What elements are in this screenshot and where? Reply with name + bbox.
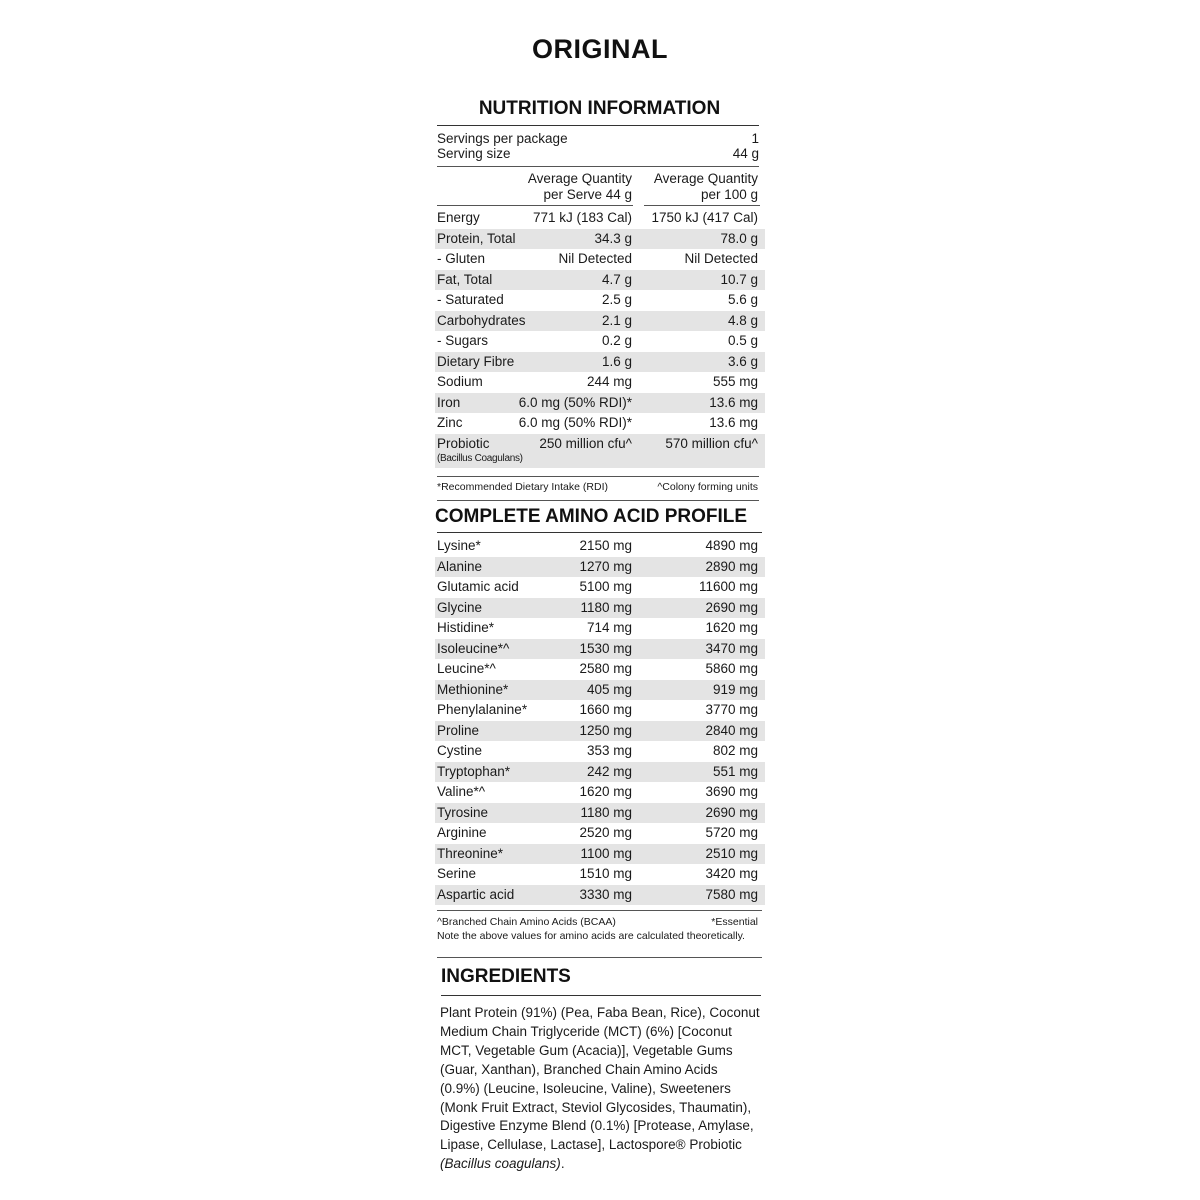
notes-rule bbox=[437, 500, 759, 501]
row-value-per-100g: 919 mg bbox=[712, 681, 758, 697]
table-row bbox=[435, 270, 765, 290]
amino-heading: COMPLETE AMINO ACID PROFILE bbox=[435, 506, 748, 527]
row-value-per-100g: 11600 mg bbox=[698, 579, 758, 594]
row-label: Fat, Total bbox=[437, 271, 493, 287]
row-value-per-serve: 2.5 g bbox=[601, 292, 632, 307]
row-value-per-serve: 1620 mg bbox=[579, 784, 632, 799]
row-value-per-serve: 1660 mg bbox=[579, 702, 632, 717]
amino-heading-rule bbox=[437, 532, 762, 533]
table-row bbox=[435, 762, 765, 782]
row-value-per-serve: 244 mg bbox=[586, 374, 632, 389]
row-value-per-serve: 1510 mg bbox=[579, 866, 632, 881]
row-value-per-serve: 1270 mg bbox=[579, 558, 632, 574]
row-label: Leucine*^ bbox=[437, 661, 496, 676]
table-row bbox=[435, 659, 765, 679]
row-value-per-100g: 802 mg bbox=[712, 743, 758, 758]
column-header-per-100g-line1: Average Quantity bbox=[653, 171, 758, 186]
row-value-per-100g: 1750 kJ (417 Cal) bbox=[651, 210, 758, 225]
ingredients-text bbox=[440, 1004, 770, 1174]
ingredients-heading-rule bbox=[441, 995, 761, 996]
row-value-per-serve: 0.2 g bbox=[601, 333, 632, 348]
table-row bbox=[435, 352, 765, 372]
row-value-per-100g: 10.7 g bbox=[720, 271, 758, 287]
row-value-per-serve: 6.0 mg (50% RDI)* bbox=[518, 415, 632, 430]
table-row bbox=[435, 864, 765, 884]
table-row bbox=[435, 413, 765, 433]
ingredients-line: Medium Chain Triglyceride (MCT) (6%) [Coconut bbox=[440, 1023, 732, 1039]
row-label: Glycine bbox=[437, 599, 483, 615]
row-value-per-serve: 353 mg bbox=[586, 743, 632, 758]
row-value-per-100g: 2690 mg bbox=[705, 599, 758, 615]
servings-row bbox=[437, 131, 759, 146]
row-value-per-100g: 5860 mg bbox=[705, 661, 758, 676]
column-header-per-serve-line1: Average Quantity bbox=[527, 171, 632, 186]
servings-rule bbox=[437, 166, 759, 167]
table-row bbox=[435, 229, 765, 249]
row-value-per-serve: 1530 mg bbox=[579, 640, 632, 656]
nutrition-bottom-rule bbox=[437, 476, 759, 477]
table-row bbox=[435, 290, 765, 310]
row-label: Alanine bbox=[437, 558, 483, 574]
row-value-per-serve: 34.3 g bbox=[594, 230, 632, 246]
ingredients-line: (Monk Fruit Extract, Steviol Glycosides, Thaumatin), bbox=[440, 1099, 752, 1115]
row-value-per-100g: 5.6 g bbox=[727, 292, 758, 307]
row-label: Protein, Total bbox=[437, 230, 516, 246]
ingredients-end: . bbox=[560, 1156, 565, 1172]
table-row bbox=[435, 372, 765, 392]
row-label: Valine*^ bbox=[437, 784, 486, 799]
row-value-per-serve: 1250 mg bbox=[579, 722, 632, 738]
nutrition-heading-rule bbox=[437, 125, 759, 126]
row-value-per-serve: Nil Detected bbox=[558, 251, 632, 266]
row-value-per-100g: 1620 mg bbox=[705, 620, 758, 635]
ingredients-line: (Guar, Xanthan), Branched Chain Amino Acids bbox=[440, 1061, 718, 1077]
column-header-per-100g-line2: per 100 g bbox=[700, 187, 758, 202]
row-value-per-100g: 2890 mg bbox=[705, 558, 758, 574]
row-label: - Gluten bbox=[437, 251, 486, 266]
table-row bbox=[435, 311, 765, 331]
table-row bbox=[435, 331, 765, 351]
ingredients-line: MCT, Vegetable Gum (Acacia)], Vegetable Gums bbox=[440, 1042, 733, 1058]
row-label: Glutamic acid bbox=[437, 579, 519, 594]
row-label: Energy bbox=[437, 210, 480, 225]
row-value-per-100g: 0.5 g bbox=[727, 333, 758, 348]
row-label: Cystine bbox=[437, 743, 483, 758]
row-label: Methionine* bbox=[437, 681, 509, 697]
row-label: Aspartic acid bbox=[437, 886, 515, 902]
row-label: Serine bbox=[437, 866, 477, 881]
table-row bbox=[435, 639, 765, 659]
row-label: Carbohydrates bbox=[437, 312, 526, 328]
row-value-per-serve: 1180 mg bbox=[580, 804, 632, 820]
row-label: Probiotic bbox=[437, 435, 490, 451]
row-label: - Sugars bbox=[437, 333, 489, 348]
rdi-note: *Recommended Dietary Intake (RDI) bbox=[437, 481, 608, 493]
row-label: Isoleucine*^ bbox=[437, 640, 510, 656]
row-value-per-serve: 2.1 g bbox=[601, 312, 632, 328]
table-row bbox=[435, 598, 765, 618]
row-value-per-serve: 1100 mg bbox=[580, 845, 632, 861]
amino-notes-rule bbox=[437, 957, 762, 958]
row-label: - Saturated bbox=[437, 292, 504, 307]
row-label: Proline bbox=[437, 722, 480, 738]
table-row bbox=[435, 885, 765, 905]
row-label: Arginine bbox=[437, 825, 487, 840]
row-value-per-serve: 4.7 g bbox=[601, 271, 632, 287]
row-value-per-100g: 570 million cfu^ bbox=[665, 435, 758, 451]
row-value-per-serve: 2520 mg bbox=[579, 825, 632, 840]
row-label: Tyrosine bbox=[437, 804, 489, 820]
row-value-per-100g: Nil Detected bbox=[684, 251, 758, 266]
row-value-per-serve: 2580 mg bbox=[579, 661, 632, 676]
row-label: Phenylalanine* bbox=[437, 702, 528, 717]
table-row bbox=[435, 393, 765, 413]
ingredients-italic: (Bacillus coagulans) bbox=[440, 1156, 561, 1172]
ingredients-line: (0.9%) (Leucine, Isoleucine, Valine), Sweeteners bbox=[440, 1080, 731, 1096]
table-row bbox=[435, 721, 765, 741]
row-value-per-serve: 250 million cfu^ bbox=[539, 435, 632, 451]
row-value-per-serve: 405 mg bbox=[586, 681, 632, 697]
row-value-per-serve: 771 kJ (183 Cal) bbox=[532, 210, 632, 225]
row-label: Lysine* bbox=[437, 538, 481, 553]
row-value-per-serve: 2150 mg bbox=[579, 538, 632, 553]
servings-value: 1 bbox=[751, 131, 759, 146]
row-value-per-100g: 3.6 g bbox=[727, 353, 758, 369]
table-row bbox=[435, 536, 765, 556]
row-label: Zinc bbox=[437, 415, 463, 430]
row-value-per-100g: 3420 mg bbox=[705, 866, 758, 881]
table-row bbox=[435, 434, 765, 468]
row-value-per-100g: 4890 mg bbox=[705, 538, 758, 553]
row-value-per-serve: 5100 mg bbox=[579, 579, 632, 594]
servings-label: Servings per package bbox=[437, 131, 568, 146]
row-value-per-100g: 2840 mg bbox=[705, 722, 758, 738]
row-value-per-100g: 7580 mg bbox=[705, 886, 758, 902]
row-label: Dietary Fibre bbox=[437, 353, 515, 369]
row-label: Sodium bbox=[437, 374, 483, 389]
row-value-per-100g: 2690 mg bbox=[705, 804, 758, 820]
serving-size-label: Serving size bbox=[437, 146, 511, 161]
page-title: ORIGINAL bbox=[532, 34, 668, 64]
theoretical-note: Note the above values for amino acids are calculated theoretically. bbox=[437, 930, 745, 942]
row-label: Histidine* bbox=[437, 620, 495, 635]
row-value-per-100g: 2510 mg bbox=[705, 845, 758, 861]
ingredients-line: Lipase, Cellulase, Lactase], Lactospore® Probiotic bbox=[440, 1137, 742, 1153]
serving-size-value: 44 g bbox=[732, 146, 759, 161]
row-value-per-serve: 714 mg bbox=[586, 620, 632, 635]
table-row bbox=[435, 577, 765, 597]
row-label: Threonine* bbox=[437, 845, 504, 861]
row-value-per-serve: 242 mg bbox=[586, 763, 632, 779]
table-row bbox=[435, 618, 765, 638]
table-row bbox=[435, 680, 765, 700]
table-row bbox=[435, 782, 765, 802]
row-value-per-100g: 3770 mg bbox=[705, 702, 758, 717]
column-header-rule-right bbox=[644, 205, 760, 206]
row-label: Tryptophan* bbox=[437, 763, 511, 779]
ingredients-line: Plant Protein (91%) (Pea, Faba Bean, Rice), Coconut bbox=[440, 1005, 760, 1020]
row-value-per-100g: 555 mg bbox=[712, 374, 758, 389]
table-row bbox=[435, 741, 765, 761]
table-row bbox=[435, 803, 765, 823]
row-value-per-serve: 6.0 mg (50% RDI)* bbox=[518, 394, 632, 410]
bcaa-note: ^Branched Chain Amino Acids (BCAA) bbox=[437, 916, 616, 928]
row-value-per-serve: 3330 mg bbox=[579, 886, 632, 902]
table-row bbox=[435, 844, 765, 864]
ingredients-line: Digestive Enzyme Blend (0.1%) [Protease, Amylase, bbox=[440, 1118, 754, 1134]
row-value-per-100g: 13.6 mg bbox=[709, 394, 758, 410]
column-header-rule-left bbox=[437, 205, 633, 206]
essential-note: *Essential bbox=[711, 916, 758, 928]
row-value-per-serve: 1.6 g bbox=[601, 353, 632, 369]
nutrition-heading: NUTRITION INFORMATION bbox=[478, 98, 721, 119]
row-value-per-100g: 551 mg bbox=[712, 763, 758, 779]
ingredients-line bbox=[440, 1155, 770, 1174]
amino-bottom-rule bbox=[437, 910, 762, 911]
table-row bbox=[435, 823, 765, 843]
table-row bbox=[435, 700, 765, 720]
row-value-per-100g: 78.0 g bbox=[720, 230, 758, 246]
row-value-per-100g: 5720 mg bbox=[705, 825, 758, 840]
table-row bbox=[435, 557, 765, 577]
row-value-per-serve: 1180 mg bbox=[580, 599, 632, 615]
row-sublabel: (Bacillus Coagulans) bbox=[437, 452, 523, 464]
serving-size-row bbox=[437, 146, 759, 161]
cfu-note: ^Colony forming units bbox=[657, 481, 758, 493]
column-header-per-100g bbox=[654, 171, 758, 203]
row-value-per-100g: 13.6 mg bbox=[709, 415, 758, 430]
ingredients-heading: INGREDIENTS bbox=[441, 966, 571, 987]
row-value-per-100g: 3470 mg bbox=[705, 640, 758, 656]
column-header-per-serve bbox=[528, 171, 632, 203]
row-value-per-100g: 4.8 g bbox=[727, 312, 758, 328]
column-header-per-serve-line2: per Serve 44 g bbox=[543, 187, 632, 202]
table-row bbox=[435, 208, 765, 228]
row-label: Iron bbox=[437, 394, 461, 410]
row-value-per-100g: 3690 mg bbox=[705, 784, 758, 799]
table-row bbox=[435, 249, 765, 269]
